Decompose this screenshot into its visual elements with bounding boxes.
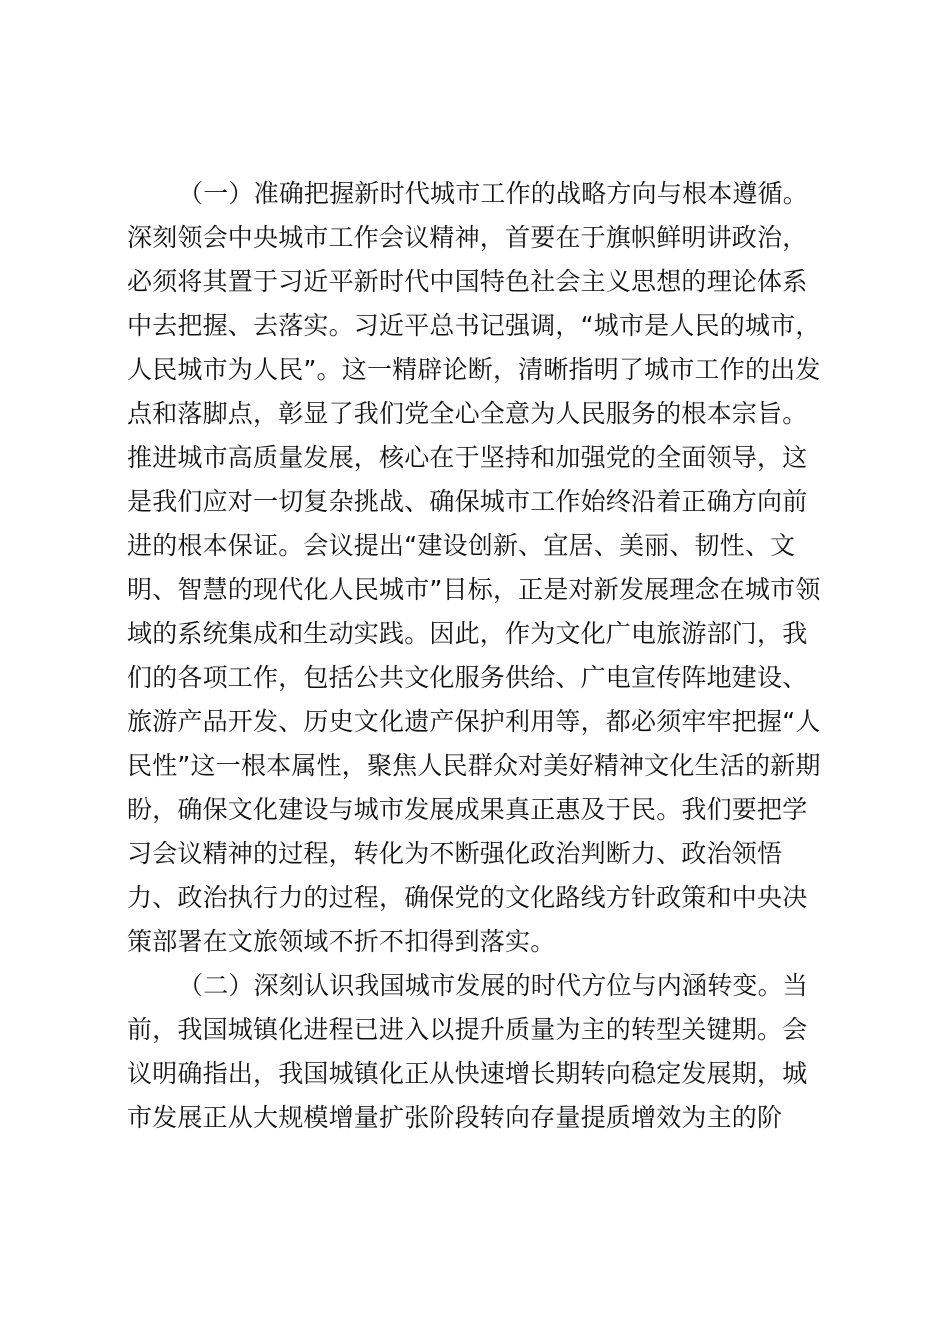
text-line: 人民城市为人民”。这一精辟论断，清晰指明了城市工作的出发	[127, 355, 821, 384]
text-line: 旅游产品开发、历史文化遗产保护利用等，都必须牢牢把握“人	[127, 707, 821, 736]
text-line: 进的根本保证。会议提出“建设创新、宜居、美丽、韧性、文	[127, 531, 796, 560]
text-line: 力、政治执行力的过程，确保党的文化路线方针政策和中央决	[127, 883, 808, 912]
section-heading-2: （二）深刻认识我国城市发展的时代方位与内涵转变。当	[178, 971, 809, 1000]
text-line: 是我们应对一切复杂挑战、确保城市工作始终沿着正确方向前	[127, 487, 808, 516]
text-line: 们的各项工作，包括公共文化服务供给、广电宣传阵地建设、	[127, 663, 808, 692]
text-line: 必须将其置于习近平新时代中国特色社会主义思想的理论体系	[127, 267, 808, 296]
text-line: 盼，确保文化建设与城市发展成果真正惠及于民。我们要把学	[127, 795, 808, 824]
text-line: 策部署在文旅领域不折不扣得到落实。	[127, 927, 556, 956]
text-line: 市发展正从大规模增量扩张阶段转向存量提质增效为主的阶	[127, 1103, 783, 1132]
text-line: 习会议精神的过程，转化为不断强化政治判断力、政治领悟	[127, 839, 783, 868]
text-line: 中去把握、去落实。习近平总书记强调，“城市是人民的城市，	[127, 311, 821, 340]
text-line: 明、智慧的现代化人民城市”目标，正是对新发展理念在城市领	[127, 575, 821, 604]
text-line: 点和落脚点，彰显了我们党全心全意为人民服务的根本宗旨。	[127, 399, 808, 428]
text-line: 推进城市高质量发展，核心在于坚持和加强党的全面领导，这	[127, 443, 808, 472]
text-line: 深刻领会中央城市工作会议精神，首要在于旗帜鲜明讲政治，	[127, 223, 808, 252]
text-line: 民性”这一根本属性，聚焦人民群众对美好精神文化生活的新期	[127, 751, 821, 780]
text-line: 域的系统集成和生动实践。因此，作为文化广电旅游部门，我	[127, 619, 808, 648]
text-line: 前，我国城镇化进程已进入以提升质量为主的转型关键期。会	[127, 1015, 808, 1044]
section-heading-1: （一）准确把握新时代城市工作的战略方向与根本遵循。	[178, 179, 809, 208]
text-line: 议明确指出，我国城镇化正从快速增长期转向稳定发展期，城	[127, 1059, 808, 1088]
